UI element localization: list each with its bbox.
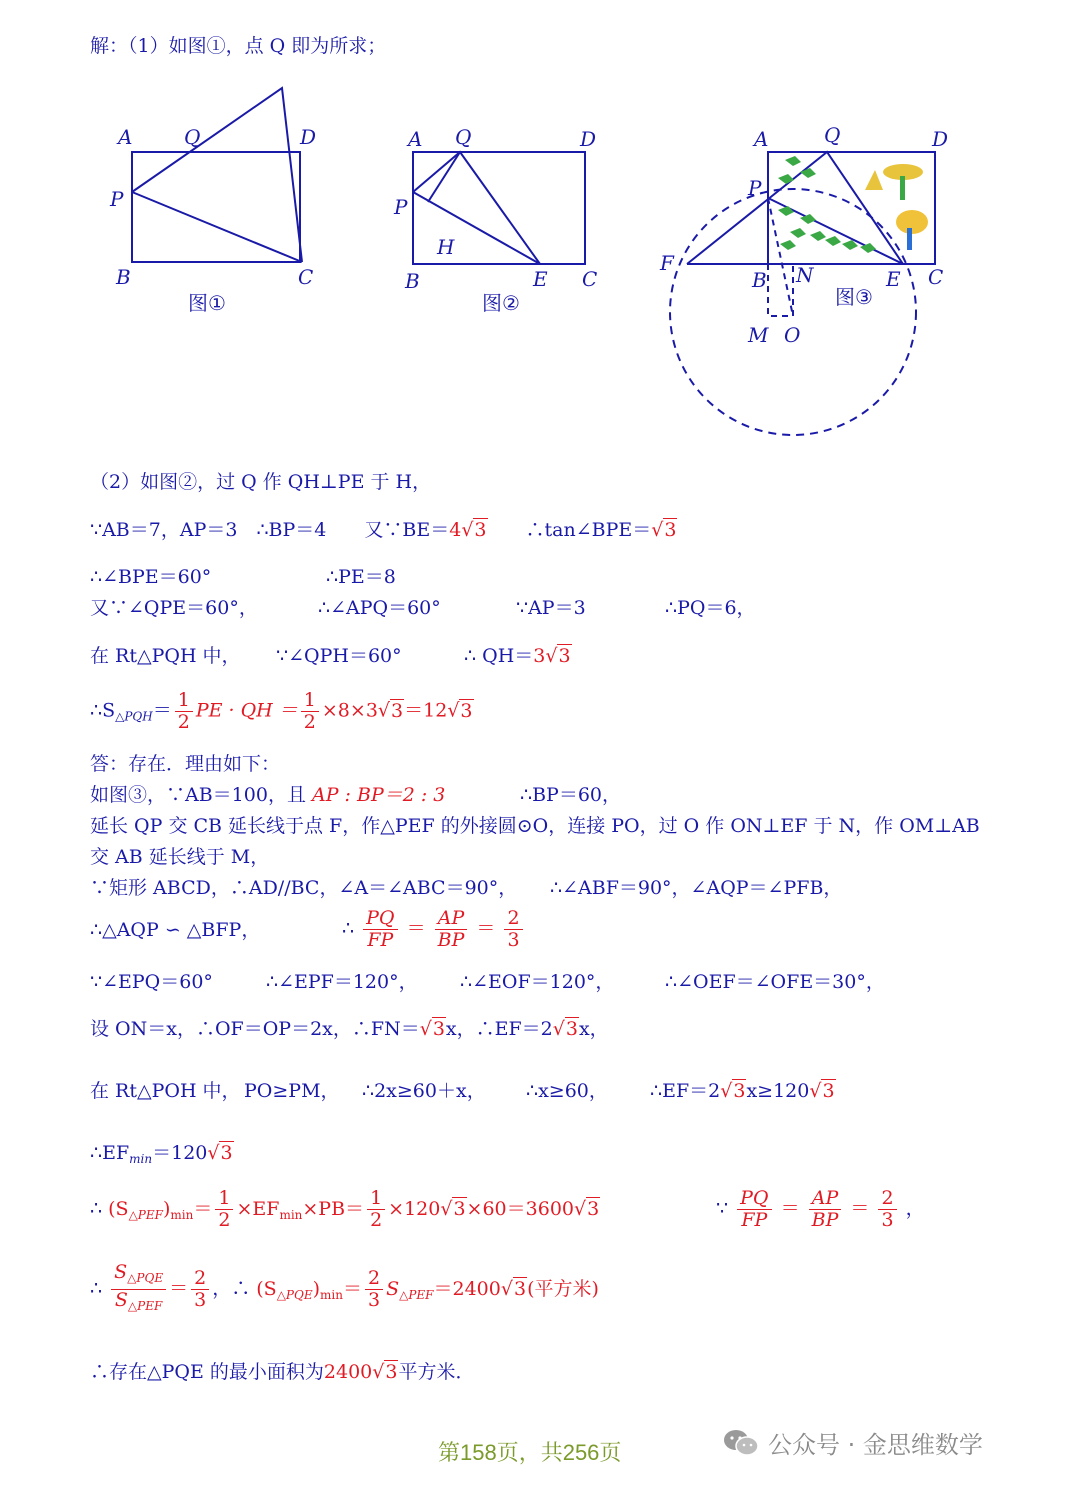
line-6: $\therefore S_{\triangle PQH}=$ $\frac{1}{2}$ PE · QH ＝ $\frac{1}{2}$ ×8×3√3＝12√3 — [90, 689, 473, 733]
line-17: ∴ $(S_{\triangle PEF})_{min}=$ $\frac{1}{2}$ $\times EF_{min}\times PB=$ $\frac{1}{2}$ ×120√3×60＝3600√3 ∵ $\frac{PQ}{FP}$ ＝ $\frac{AP}{BP}$ ＝ $\frac{2}{3}$ ， — [90, 1187, 925, 1231]
wechat-icon — [722, 1428, 760, 1458]
fig1-line-pc — [132, 192, 302, 262]
fig3-label-o: O — [784, 323, 801, 347]
fig3-caption: 图③ — [835, 285, 873, 309]
line-19: ∴存在△PQE 的最小面积为2400√3平方米． — [90, 1361, 475, 1383]
fig2-label-c: C — [582, 267, 598, 291]
fig3-label-b: B — [752, 268, 767, 292]
fig3-label-c: C — [928, 265, 944, 289]
fig2-label-b: B — [405, 269, 420, 293]
fig2-label-p: P — [394, 195, 408, 219]
page-footer: 第158页，共256页 — [438, 1440, 622, 1465]
figure-2 — [390, 120, 620, 320]
figure-1 — [100, 80, 340, 320]
fig3-decor-plants — [778, 156, 876, 253]
line-8: 如图③，∵AB＝100，且 AP : BP＝2 : 3 ∴BP＝60， — [90, 784, 622, 806]
line-15: 在 Rt△POH 中， PO≥PM， ∴2x≥60＋x， ∴x≥60， ∴EF＝2√3x≥120√3 — [90, 1080, 835, 1102]
fig1-triangle-upper — [132, 88, 302, 262]
fig1-label-p: P — [110, 187, 124, 211]
fig3-label-q: Q — [824, 123, 841, 147]
line-11: ∵矩形 ABCD，∴AD//BC，∠A＝∠ABC＝90°， ∴∠ABF＝90°，∠AQP＝∠PFB， — [90, 877, 843, 899]
fig1-caption: 图① — [188, 291, 226, 315]
fig2-label-e: E — [533, 267, 548, 291]
fig2-label-h: H — [437, 235, 455, 259]
line-3: ∴∠BPE＝60° ∴PE＝8 — [90, 566, 396, 588]
line-18: ∴ $\frac{S_{\triangle PQE}}{S_{\triangle PEF}}$ ＝ $\frac{2}{3}$ ，∴ $(S_{\triangle PQE})_{min}=$ $\frac{2}{3}$ $S_{\triangle PEF}=2400√3$(平方米) — [90, 1261, 599, 1313]
fig1-rectangle — [132, 152, 300, 262]
fig2-caption: 图② — [482, 291, 520, 315]
line-16: $\therefore EF_{min}=120√3$ — [90, 1142, 233, 1166]
fig2-pq-qe — [413, 152, 540, 264]
fig3-label-e: E — [886, 267, 901, 291]
line-7: 答：存在．理由如下： — [90, 753, 281, 775]
line-1: （2）如图②，过 Q 作 QH⊥PE 于 H， — [90, 471, 432, 493]
fig1-label-q: Q — [184, 125, 201, 149]
fig2-label-q: Q — [455, 125, 472, 149]
line-13: ∵∠EPQ＝60° ∴∠EPF＝120°， ∴∠EOF＝120°， ∴∠OEF＝∠OFE＝30°， — [90, 971, 885, 993]
fig2-label-d: D — [580, 127, 597, 151]
watermark — [722, 1425, 983, 1460]
fig3-line-po — [768, 198, 793, 316]
line-2: ∵AB＝7，AP＝3 ∴BP＝4 又∵BE＝4√3 ∴tan∠BPE＝√3 — [90, 519, 677, 541]
fig1-label-c: C — [298, 265, 314, 289]
fig3-label-f: F — [660, 251, 674, 275]
fig3-decor-pavilion — [865, 164, 928, 250]
fig1-label-d: D — [300, 125, 317, 149]
fig3-label-d: D — [932, 127, 949, 151]
line-14: 设 ON＝x，∴OF＝OP＝2x，∴FN＝√3x，∴EF＝2√3x， — [90, 1018, 609, 1040]
fig3-label-n: N — [796, 263, 814, 287]
fig3-label-p: P — [748, 176, 762, 200]
fig3-dashed-mo — [768, 264, 793, 316]
line-5: 在 Rt△PQH 中， ∵∠QPH＝60° ∴ QH＝3√3 — [90, 645, 571, 667]
fig3-label-m: M — [748, 323, 769, 347]
fig1-label-b: B — [116, 265, 131, 289]
fig3-label-a: A — [754, 127, 769, 151]
fig2-line-qh — [428, 152, 460, 202]
figure-3 — [650, 120, 970, 450]
fig2-label-a: A — [408, 127, 423, 151]
fig2-line-pe — [413, 192, 540, 264]
fig1-label-a: A — [118, 125, 133, 149]
line-10: 交 AB 延长线于 M， — [90, 846, 270, 868]
line-9: 延长 QP 交 CB 延长线于点 F，作△PEF 的外接圆⊙O，连接 PO，过 O 作 ON⊥EF 于 N，作 OM⊥AB — [90, 815, 980, 837]
line-4: 又∵∠QPE＝60°， ∴∠APQ＝60° ∵AP＝3 ∴PQ＝6， — [90, 597, 756, 619]
watermark-text: 公众号 · 金思维数学 — [768, 1431, 983, 1459]
line-12: ∴△AQP ∽ △BFP， ∴ $\frac{PQ}{FP}$ ＝ $\frac{AP}{BP}$ ＝ $\frac{2}{3}$ — [90, 908, 990, 952]
intro-line: 解：（1）如图①，点 Q 即为所求； — [90, 35, 387, 57]
